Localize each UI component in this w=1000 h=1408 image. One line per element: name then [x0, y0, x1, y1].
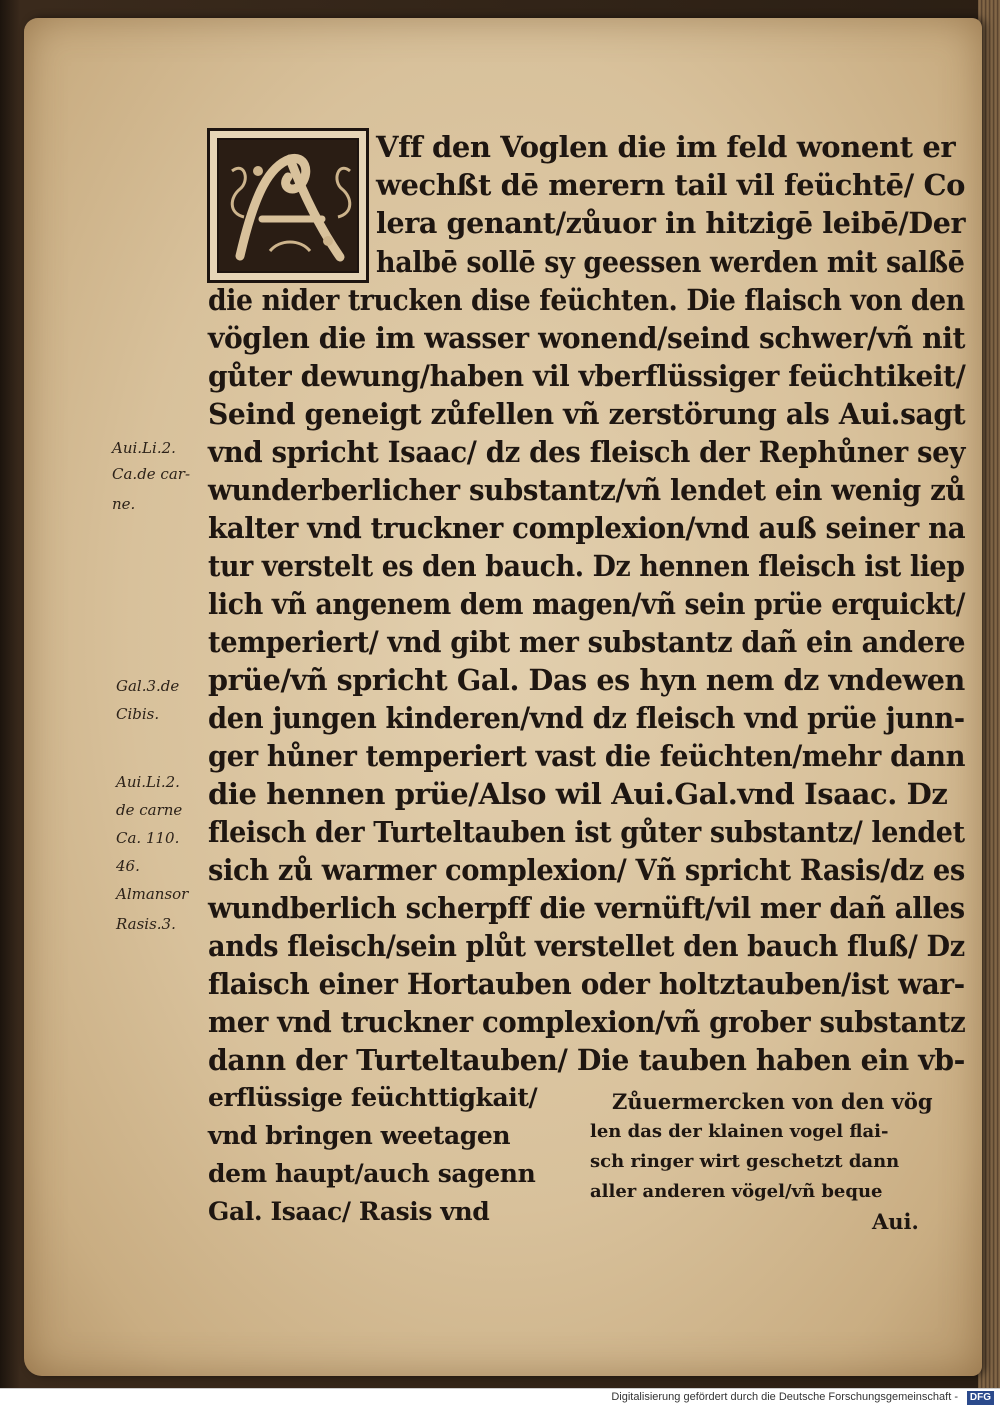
margin-note: Ca.de car-: [112, 465, 191, 483]
footer-bar: [0, 1388, 1000, 1408]
text-line: wundberlich scherpff die vernüft/vil mer dañ alles: [208, 891, 965, 925]
text-line: mer vnd truckner complexion/vñ grober substantz: [208, 1005, 966, 1039]
text-line: den jungen kinderen/vnd dz fleisch vnd prüe junn-: [208, 701, 965, 735]
dfg-logo-icon[interactable]: DFG: [967, 1391, 994, 1405]
text-line: ands fleisch/sein plůt verstellet den bauch fluß/ Dz: [208, 929, 965, 963]
text-line: kalter vnd truckner complexion/vnd auß seiner na: [208, 511, 966, 545]
margin-note: de carne: [116, 801, 183, 819]
margin-note: Aui.Li.2.: [116, 773, 180, 791]
text-line: temperiert/ vnd gibt mer substantz dañ ein andere: [208, 625, 966, 659]
text-line: prüe/vñ spricht Gal. Das es hyn nem dz vndewen: [208, 663, 965, 697]
left-column-line: Gal. Isaac/ Rasis vnd: [208, 1197, 490, 1226]
text-line: dann der Turteltauben/ Die tauben haben ein vb-: [208, 1043, 966, 1077]
text-line: die nider trucken dise feüchten. Die flaisch von den: [208, 283, 965, 317]
text-line: Vff den Voglen die im feld wonent er: [376, 130, 956, 164]
right-column-line: len das der klainen vogel flai-: [590, 1121, 889, 1142]
left-column-line: erflüssige feüchttigkait/: [208, 1083, 538, 1112]
left-column-line: dem haupt/auch sagenn: [208, 1159, 536, 1188]
text-line: Seind geneigt zůfellen vñ zerstörung als Aui.sagt: [208, 397, 966, 431]
decorated-initial-icon: [207, 128, 369, 283]
text-line: halbē sollē sy geessen werden mit salßē: [376, 245, 965, 279]
margin-note: Ca. 110.: [116, 829, 180, 847]
margin-note: Cibis.: [116, 705, 160, 723]
margin-note: Aui.Li.2.: [112, 439, 176, 457]
text-line: flaisch einer Hortauben oder holtztauben/ist war-: [208, 967, 965, 1001]
text-line: sich zů warmer complexion/ Vñ spricht Rasis/dz es: [208, 853, 965, 887]
margin-note: Rasis.3.: [116, 915, 176, 933]
text-line: fleisch der Turteltauben ist gůter substantz/ lendet: [208, 815, 965, 849]
text-line: vnd spricht Isaac/ dz des fleisch der Rephůner sey: [208, 435, 966, 469]
text-line: wechßt dē merern tail vil feüchtē/ Co: [376, 168, 966, 202]
text-line: wunderberlicher substantz/vñ lendet ein wenig zů: [208, 473, 966, 507]
right-column-line: sch ringer wirt geschetzt dann: [590, 1151, 900, 1172]
margin-note: Almansor: [116, 885, 189, 903]
margin-note: Gal.3.de: [116, 677, 180, 695]
text-line: ger hůner temperiert vast die feüchten/mehr dann: [208, 739, 966, 773]
margin-note: ne.: [112, 495, 136, 513]
text-line: die hennen prüe/Also wil Aui.Gal.vnd Isaac. Dz: [208, 777, 948, 811]
footer-credit: Digitalisierung gefördert durch die Deutsche Forschungsgemeinschaft -: [611, 1391, 958, 1403]
text-line: tur verstelt es den bauch. Dz hennen fleisch ist liep: [208, 549, 965, 583]
text-line: vöglen die im wasser wonend/seind schwer/vñ nit: [208, 321, 966, 355]
text-line: lera genant/zůuor in hitzigē leibē/Der: [376, 206, 966, 240]
margin-note: 46.: [116, 857, 140, 875]
text-line: gůter dewung/haben vil vberflüssiger feüchtikeit/: [208, 359, 966, 393]
text-line: lich vñ angenem dem magen/vñ sein prüe erquickt/: [208, 587, 966, 621]
right-column-line: aller anderen vögel/vñ beque: [590, 1181, 883, 1202]
right-column-line: Zůuermercken von den vög: [612, 1089, 933, 1114]
left-column-line: vnd bringen weetagen: [208, 1121, 511, 1150]
right-column-line: Aui.: [872, 1209, 919, 1234]
